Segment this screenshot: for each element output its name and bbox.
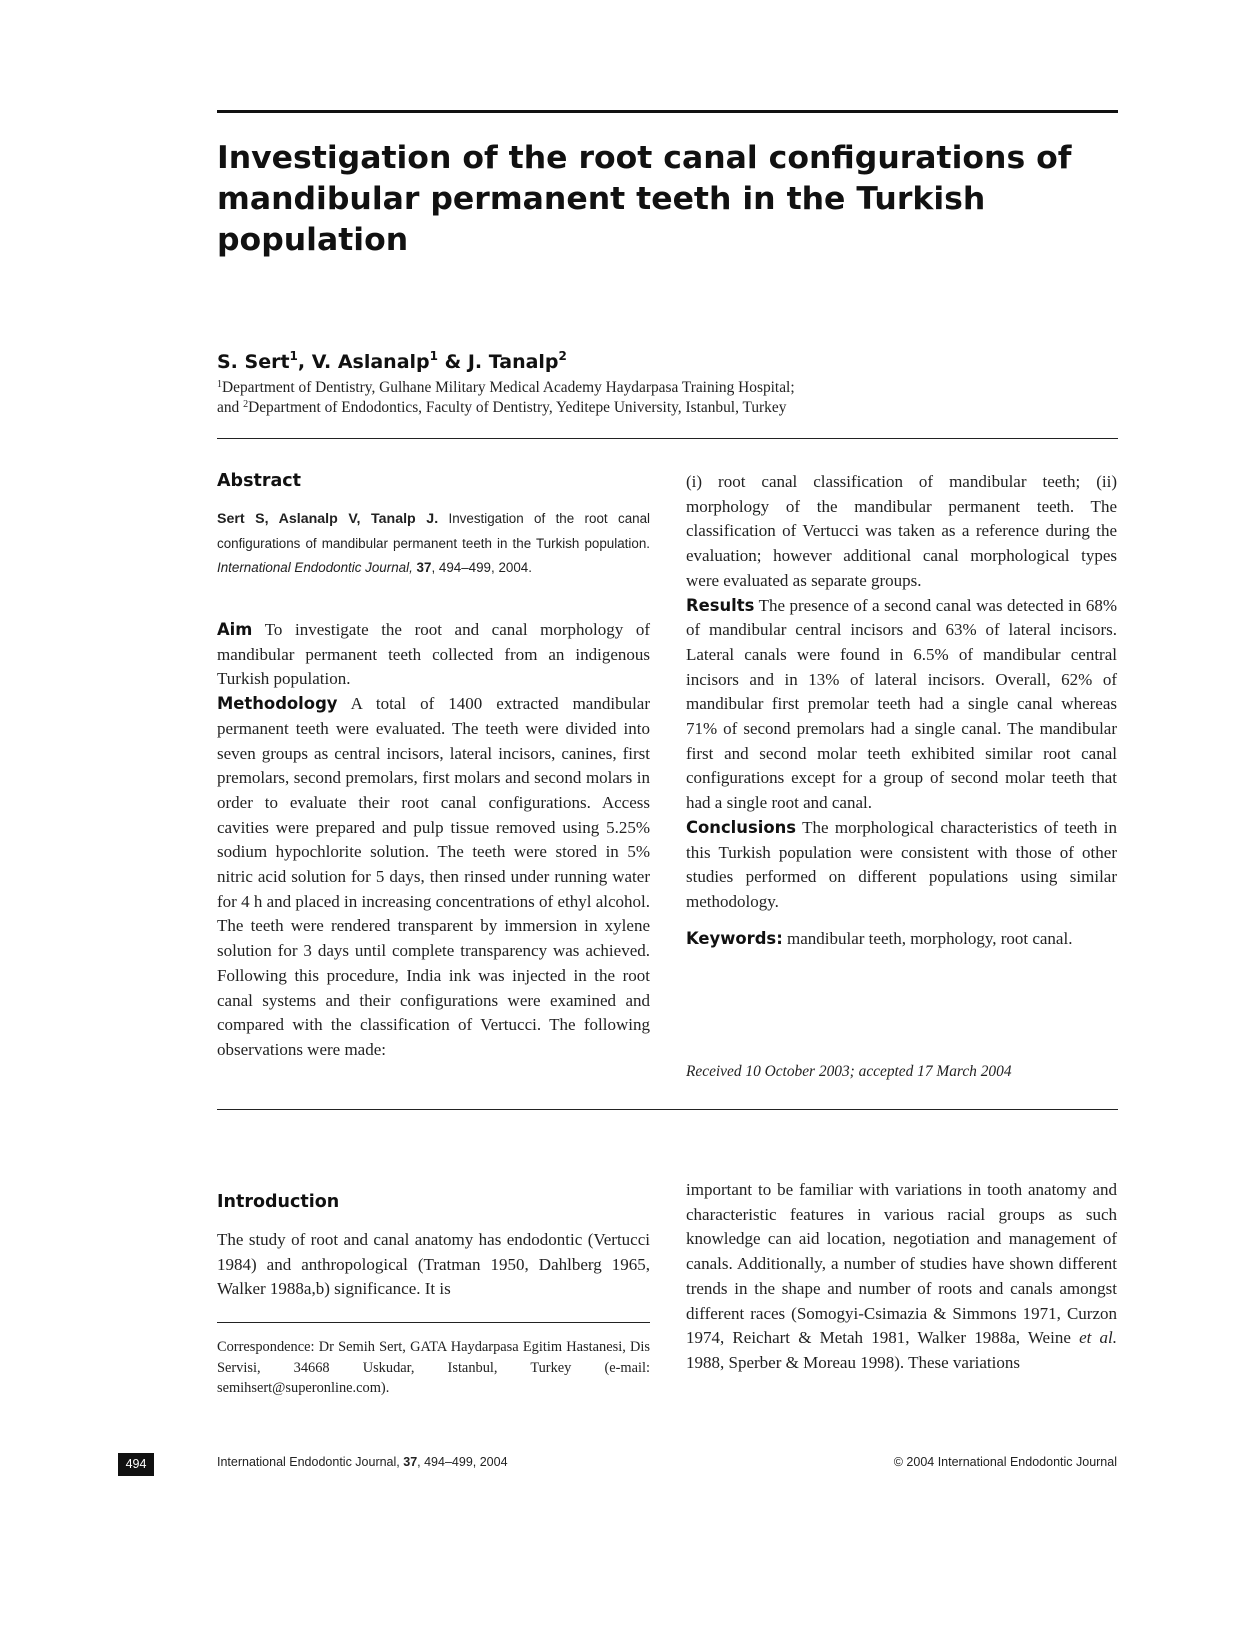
keywords-paragraph: Keywords: mandibular teeth, morphology, root canal.: [686, 928, 1073, 948]
abstract-heading: Abstract: [217, 471, 302, 491]
citation-title: Investigation of the root canal configurations of mandibular permanent teeth in the Turkish population.: [217, 511, 651, 551]
methodology-continued: (i) root canal classification of mandibular teeth; (ii) morphology of the mandibular permanent teeth. The classification of Vertucci was taken as a reference during the evaluation; however additional canal morphological types were evaluated as separate groups.: [686, 472, 1117, 590]
affiliation-line: and $^2$Department of Endodontics, Faculty of Dentistry, Yeditepe University, Istanbul, Turkey: [217, 399, 787, 416]
citation-journal: International Endodontic Journal,: [217, 560, 413, 576]
results-paragraph: Results The presence of a second canal was detected in 68% of mandibular central incisors and 63% of lateral incisors. Lateral canals were found in 6.5% of mandibular central incisors and in 13% of lateral incisors. Overall, 62% of mandibular first premolar teeth had a single canal whereas 71% of second premolars had a single canal. The mandibular first and second molar teeth exhibited similar root canal configurations except for a group of second molar teeth that had a single root and canal.: [686, 595, 1117, 813]
author-list: [217, 350, 567, 374]
keywords-label: Keywords:: [686, 928, 783, 948]
aim-paragraph: Aim To investigate the root and canal morphology of mandibular permanent teeth collected from an indigenous Turkish population.: [217, 620, 650, 689]
introduction-left-column: The study of root and canal anatomy has endodontic (Vertucci 1984) and anthropological (Tratman 1950, Dahlberg 1965, Walker 1988a,b) significance. It is: [217, 1230, 650, 1299]
abstract-citation: [217, 507, 650, 581]
footnote-divider: [217, 1322, 650, 1323]
section-divider: [217, 438, 1118, 439]
author-separator: ,: [297, 351, 312, 373]
citation-volume: 37: [416, 560, 432, 576]
received-dates: Received 10 October 2003; accepted 17 March 2004: [686, 1063, 1012, 1080]
author-affiliation-marker: 1: [429, 349, 439, 363]
author-name: S. Sert: [217, 351, 290, 373]
methodology-paragraph: Methodology A total of 1400 extracted mandibular permanent teeth were evaluated. The teeth were divided into seven groups as central incisors, lateral incisors, canines, first premolars, second premolars, first molars and second molars in order to evaluate their root canal configurations. Access cavities were prepared and pulp tissue removed using 5.25% sodium hypochlorite solution. The teeth were stored in 5% nitric acid solution for 5 days, then rinsed under running water for 4 h and placed in increasing concentrations of ethyl alcohol. The teeth were rendered transparent by immersion in xylene solution for 3 days until complete transparency was achieved. Following this procedure, India ink was injected in the root canal systems and their configurations were examined and compared with the classification of Vertucci. The following observations were made:: [217, 694, 651, 1059]
methodology-label: Methodology: [217, 694, 338, 714]
abstract-left-column: [217, 618, 650, 1063]
footer-copyright: © 2004 International Endodontic Journal: [893, 1455, 1117, 1469]
page-number: 494: [118, 1453, 154, 1476]
top-rule: [217, 110, 1118, 113]
section-divider: [217, 1109, 1118, 1110]
introduction-right-column: important to be familiar with variations in tooth anatomy and characteristic features in various racial groups as such knowledge can aid location, negotiation and management of canals. Additionally, a number of studies have shown different trends in the shape and number of roots and canals amongst different races (Somogyi-Csimazia & Simmons 1971, Curzon 1974, Reichart & Metah 1981, Walker 1988a, Weine et al. 1988, Sperber & Moreau 1998). These variations: [686, 1180, 1117, 1372]
introduction-heading: Introduction: [217, 1192, 340, 1212]
citation-pages: , 494–499, 2004.: [431, 560, 532, 576]
conclusions-paragraph: Conclusions The morphological characteristics of teeth in this Turkish population were consistent with those of other studies performed on different populations using similar methodology.: [686, 817, 1117, 911]
correspondence-footnote: Correspondence: Dr Semih Sert, GATA Haydarpasa Egitim Hastanesi, Dis Servisi, 34668 Uskudar, Istanbul, Turkey (e-mail: semihsert@superonline.com).: [217, 1339, 650, 1396]
author-affiliation-marker: 1: [289, 349, 298, 363]
author-name: V. Aslanalp: [311, 351, 430, 373]
affiliations: [217, 378, 1117, 418]
aim-label: Aim: [217, 620, 253, 639]
conclusions-label: Conclusions: [686, 817, 797, 837]
article-title: Investigation of the root canal configurations of mandibular permanent teeth in the Turkish population: [217, 140, 1072, 258]
author-separator: &: [438, 351, 468, 373]
affiliation-line: $^1$Department of Dentistry, Gulhane Military Medical Academy Haydarpasa Training Hospital;: [217, 379, 795, 396]
results-label: Results: [686, 595, 755, 615]
footer-journal: International Endodontic Journal, 37, 494–499, 2004: [217, 1455, 508, 1469]
citation-authors: Sert S, Aslanalp V, Tanalp J.: [217, 511, 439, 527]
author-name: J. Tanalp: [467, 351, 559, 373]
abstract-right-column: [686, 470, 1117, 951]
author-affiliation-marker: 2: [558, 349, 567, 363]
